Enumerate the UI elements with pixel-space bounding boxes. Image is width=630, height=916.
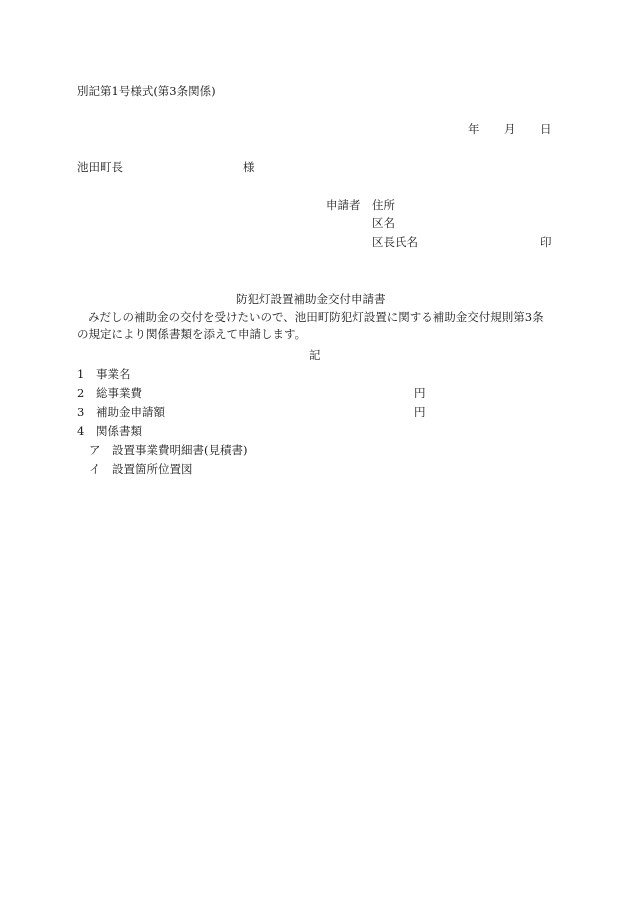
- doc-label: 設置箇所位置図: [112, 462, 193, 476]
- applicant-label: 申請者: [326, 198, 361, 212]
- doc-mark: イ: [89, 462, 101, 476]
- applicant-district-label: 区名: [372, 216, 395, 230]
- item-unit: 円: [414, 386, 426, 400]
- item-label: 事業名: [96, 367, 131, 381]
- document-title: 防犯灯設置補助金交付申請書: [236, 292, 386, 306]
- addressee-honorific: 様: [243, 160, 255, 174]
- item-label: 補助金申請額: [96, 405, 165, 419]
- application-body: みだしの補助金の交付を受けたいので、池田町防犯灯設置に関する補助金交付規則第3条の規定により関係書類を添えて申請します。: [77, 310, 544, 341]
- item-label: 関係書類: [96, 424, 142, 438]
- item-number: 4: [77, 424, 85, 438]
- form-label: 別記第1号様式(第3条関係): [77, 84, 216, 98]
- applicant-address-label: 住所: [372, 198, 395, 212]
- addressee-name: 池田町長: [77, 160, 123, 174]
- item-label: 総事業費: [96, 386, 142, 400]
- item-number: 1: [77, 367, 85, 381]
- date-month: 月: [504, 122, 516, 136]
- date-year: 年: [468, 122, 480, 136]
- item-number: 2: [77, 386, 85, 400]
- applicant-chief-label: 区長氏名: [372, 235, 418, 249]
- doc-label: 設置事業費明細書(見積書): [112, 443, 248, 457]
- item-number: 3: [77, 405, 85, 419]
- ki-heading: 記: [309, 348, 321, 362]
- doc-mark: ア: [89, 443, 101, 457]
- seal-mark: 印: [540, 235, 552, 249]
- date-day: 日: [540, 122, 552, 136]
- item-unit: 円: [414, 405, 426, 419]
